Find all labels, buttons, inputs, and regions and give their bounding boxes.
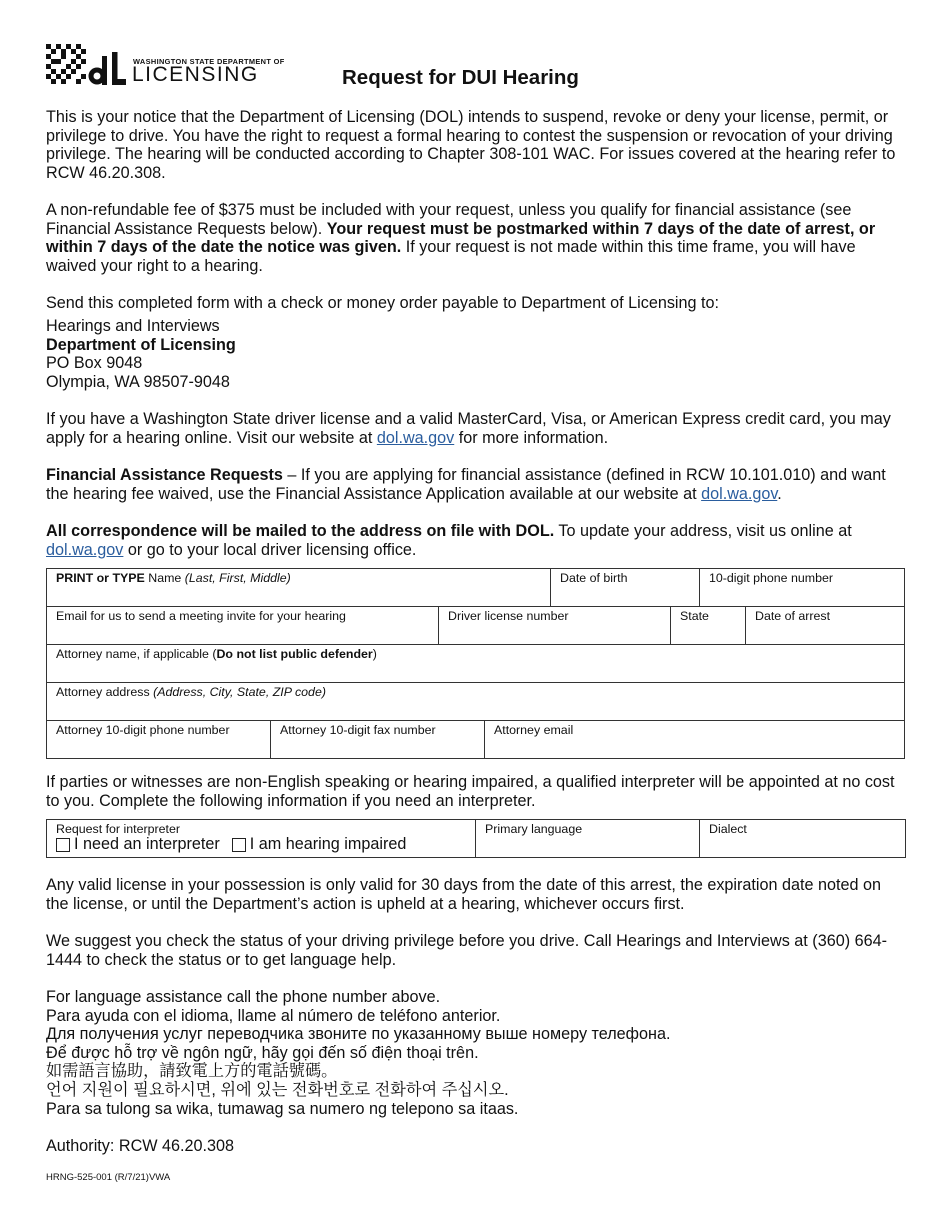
need-interpreter-checkbox[interactable] (56, 838, 70, 852)
interpreter-options (56, 837, 406, 852)
language-line-english: For language assistance call the phone number above. (46, 988, 441, 1006)
mailing-address (46, 317, 904, 391)
attorney-name-label-b: ) (372, 647, 377, 661)
interpreter-form (46, 819, 906, 858)
logo-grid-icon (46, 44, 86, 84)
form-row-3 (47, 645, 905, 683)
name-field-bold: PRINT or TYPE (56, 571, 145, 585)
need-interpreter-label: I need an interpreter (74, 835, 220, 853)
dl-number-label: Driver license number (448, 609, 569, 623)
correspondence-paragraph (46, 522, 904, 559)
form-row-1 (47, 569, 905, 607)
financial-text-2: . (777, 484, 782, 503)
applicant-form (46, 568, 905, 759)
name-field[interactable] (47, 569, 551, 606)
dob-label: Date of birth (560, 571, 628, 585)
form-row-2 (47, 607, 905, 645)
hearing-impaired-checkbox[interactable] (232, 838, 246, 852)
online-website-link[interactable]: dol.wa.gov (376, 428, 455, 447)
name-field-label: Name (144, 571, 185, 585)
state-field[interactable] (671, 607, 746, 644)
fee-text-1: A non-refundable fee of $375 must be included with your request, unless you qualify for financial assistance (see Financial Assistance Requests below). (46, 201, 852, 238)
correspondence-website-link[interactable]: dol.wa.gov (46, 540, 124, 559)
online-paragraph (46, 410, 904, 447)
dialect-field[interactable] (700, 820, 905, 857)
correspondence-text-2: or go to your local driver licensing office. (123, 540, 417, 559)
attorney-phone-field[interactable] (47, 721, 271, 758)
attorney-email-label: Attorney email (494, 723, 574, 737)
authority-line: Authority: RCW 46.20.308 (46, 1137, 235, 1155)
logo-big-text: LICENSING (132, 63, 259, 86)
attorney-phone-label: Attorney 10-digit phone number (56, 723, 230, 737)
attorney-address-hint: (Address, City, State, ZIP code) (153, 685, 326, 699)
address-line-2: Department of Licensing (46, 335, 236, 354)
correspondence-bold: All correspondence will be mailed to the address on file with DOL. (46, 522, 555, 540)
interpreter-note: If parties or witnesses are non-English speaking or hearing impaired, a qualified interpreter will be appointed at no cost to you. Complete the following information if you need an interpreter. (46, 773, 895, 810)
page-title: Request for DUI Hearing (342, 66, 579, 89)
phone-label: 10-digit phone number (709, 571, 833, 585)
address-line-1: Hearings and Interviews (46, 317, 220, 335)
language-line-spanish: Para ayuda con el idioma, llame al número de teléfono anterior. (46, 1006, 501, 1025)
financial-text-1: – If you are applying for financial assistance (defined in RCW 10.101.010) and want the hearing fee waived, use the Financial Assistance Application available at our website at (46, 466, 886, 503)
attorney-address-label: Attorney address (56, 685, 154, 699)
language-line-chinese: 如需語言協助，請致電上方的電話號碼。 (46, 1062, 338, 1081)
primary-language-label: Primary language (485, 822, 583, 836)
dialect-label: Dialect (709, 822, 747, 836)
phone-field[interactable] (700, 569, 905, 606)
financial-website-link[interactable]: dol.wa.gov (701, 484, 778, 503)
name-field-hint: (Last, First, Middle) (184, 571, 291, 585)
state-label: State (680, 609, 709, 623)
attorney-fax-field[interactable] (271, 721, 485, 758)
interpreter-request-label: Request for interpreter (56, 822, 180, 836)
attorney-name-label-a: Attorney name, if applicable ( (56, 647, 217, 661)
attorney-fax-label: Attorney 10-digit fax number (280, 723, 436, 737)
arrest-date-field[interactable] (746, 607, 905, 644)
attorney-name-warning: Do not list public defender (216, 647, 373, 661)
attorney-name-field[interactable] (47, 645, 905, 682)
correspondence-text-1: To update your address, visit us online at (554, 522, 852, 540)
language-line-vietnamese: Để được hỗ trợ về ngôn ngữ, hãy gọi đến số điện thoại trên. (46, 1043, 479, 1062)
interpreter-request-cell (47, 820, 476, 857)
form-code: HRNG-525-001 (R/7/21)VWA (46, 1172, 171, 1183)
language-line-korean: 언어 지원이 필요하시면, 위에 있는 전화번호로 전화하여 주십시오. (46, 1080, 509, 1099)
financial-paragraph (46, 466, 904, 503)
financial-heading: Financial Assistance Requests (46, 466, 283, 484)
email-field[interactable] (47, 607, 439, 644)
primary-language-field[interactable] (476, 820, 700, 857)
header (46, 44, 904, 88)
address-line-3: PO Box 9048 (46, 354, 143, 373)
attorney-address-field[interactable] (47, 683, 905, 720)
dob-field[interactable] (551, 569, 700, 606)
fee-text-2: If your request is not made within this time frame, you will have waived your right to a hearing. (46, 238, 856, 275)
form-row-4 (47, 683, 905, 721)
arrest-date-label: Date of arrest (755, 609, 831, 623)
language-line-tagalog: Para sa tulong sa wika, tumawag sa numero ng telepono sa itaas. (46, 1099, 519, 1118)
language-line-russian: Для получения услуг переводчика звоните по указанному выше номеру телефона. (46, 1025, 671, 1044)
attorney-email-field[interactable] (485, 721, 905, 758)
address-line-4: Olympia, WA 98507-9048 (46, 372, 230, 391)
fee-paragraph (46, 201, 904, 275)
hearing-impaired-label: I am hearing impaired (249, 835, 407, 853)
dl-number-field[interactable] (439, 607, 671, 644)
online-text-2: for more information. (454, 428, 609, 447)
status-paragraph: We suggest you check the status of your driving privilege before you drive. Call Hearings and Interviews at (360) 664-1444 to check the status or to get language help. (46, 932, 887, 969)
form-row-5 (47, 721, 905, 759)
dol-logo (46, 44, 285, 88)
email-label: Email for us to send a meeting invite for your hearing (56, 609, 346, 623)
logo-dl-mark-icon (88, 50, 128, 86)
validity-paragraph: Any valid license in your possession is only valid for 30 days from the date of this arrest, the expiration date noted on the license, or until the Department’s action is upheld at a hearing, whichever occurs first. (46, 876, 882, 913)
send-instructions: Send this completed form with a check or money order payable to Department of Licensing to: (46, 294, 720, 312)
online-text-1: If you have a Washington State driver license and a valid MasterCard, Visa, or American Express credit card, you may apply for a hearing online. Visit our website at (46, 410, 891, 447)
language-assistance (46, 988, 904, 1118)
intro-paragraph: This is your notice that the Department of Licensing (DOL) intends to suspend, revoke or deny your license, permit, or privilege to drive. You have the right to request a formal hearing to contest the suspension or revocation of your driving privilege. The hearing will be conducted according to Chapter 308-101 WAC. For issues covered at the hearing refer to RCW 46.20.308. (46, 108, 896, 182)
fee-deadline-bold: Your request must be postmarked within 7 days of the date of arrest, or within 7 days of the date the notice was given. (46, 219, 876, 257)
logo-small-text: WASHINGTON STATE DEPARTMENT OF (133, 57, 285, 66)
